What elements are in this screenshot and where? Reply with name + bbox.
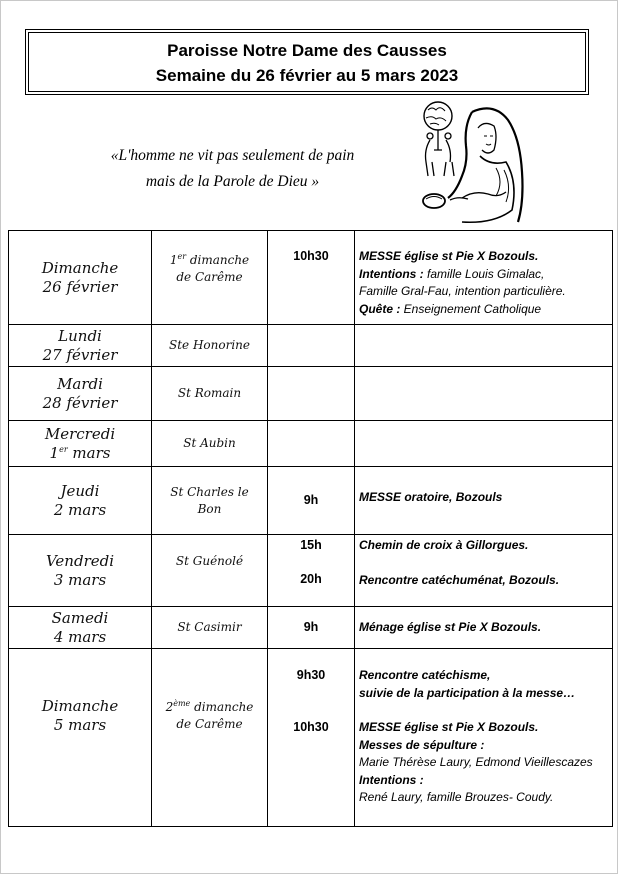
saint-cell: [152, 421, 268, 467]
time-cell: [268, 649, 355, 827]
feast-name: 1er dimanche de Carême: [169, 251, 250, 284]
saint-name: St Aubin: [183, 436, 236, 450]
event-time: 9h: [303, 620, 319, 634]
time-cell: [268, 325, 355, 367]
day-cell: [9, 421, 152, 467]
feast-name: 2ème dimanche de Carême: [165, 699, 254, 731]
event-cell: [355, 649, 613, 827]
mass-time: 9h: [303, 493, 319, 507]
event-line: Rencontre catéchuménat, Bozouls.: [359, 572, 560, 587]
time-cell: [268, 421, 355, 467]
event-line: René Laury, famille Brouzes- Coudy.: [359, 790, 554, 804]
event-line: Chemin de croix à Gillorgues.: [359, 538, 529, 552]
time-cell: [268, 535, 355, 607]
table-row: [9, 325, 613, 367]
day-cell: [9, 607, 152, 649]
madonna-illustration-icon: [410, 98, 530, 228]
weekly-schedule-table: [8, 230, 613, 827]
week-title: Semaine du 26 février au 5 mars 2023: [155, 66, 459, 85]
event-time: 15h: [300, 538, 322, 552]
day-cell: [9, 467, 152, 535]
table-row: [9, 607, 613, 649]
day-name: Mardi: [57, 374, 103, 393]
event-cell: [355, 367, 613, 421]
event-cell: [355, 325, 613, 367]
event-line: Rencontre catéchisme,: [359, 668, 491, 682]
day-date: 3 mars: [53, 570, 107, 589]
time-cell: [268, 231, 355, 325]
feast-cell: [152, 649, 268, 827]
day-name: Samedi: [51, 608, 109, 627]
parish-title: Paroisse Notre Dame des Causses: [167, 41, 447, 60]
feast-cell: [152, 231, 268, 325]
saint-name: St Romain: [177, 386, 242, 400]
time-cell: [268, 607, 355, 649]
mass-time: 10h30: [293, 249, 329, 263]
event-line: Intentions : famille Louis Gimalac,: [359, 266, 545, 281]
event-line: Intentions :: [359, 772, 424, 787]
event-cell: [355, 421, 613, 467]
table-row: [9, 467, 613, 535]
quote-line-2: mais de la Parole de Dieu »: [145, 173, 320, 190]
saint-name: Ste Honorine: [168, 338, 250, 352]
saint-cell: [152, 367, 268, 421]
day-date: 5 mars: [53, 716, 107, 734]
day-date: 4 mars: [53, 627, 107, 646]
table-row: [9, 367, 613, 421]
event-cell: [355, 467, 613, 535]
saint-name: St Charles le Bon: [170, 484, 249, 516]
event-line: Quête : Enseignement Catholique: [359, 301, 542, 316]
day-date: 2 mars: [53, 500, 107, 519]
madonna-figure-icon: [448, 108, 523, 222]
saint-name: St Guénolé: [175, 554, 244, 568]
event-line: Marie Thérèse Laury, Edmond Vieillescazes: [359, 755, 593, 769]
day-cell: [9, 367, 152, 421]
saint-cell: [152, 467, 268, 535]
event-line: Messes de sépulture :: [359, 737, 485, 752]
bread-icon: [423, 194, 468, 208]
day-date: 27 février: [42, 345, 118, 364]
event-time: 20h: [300, 572, 322, 586]
table-row: [9, 535, 613, 607]
day-date: 26 février: [42, 277, 118, 296]
saint-cell: [152, 325, 268, 367]
table-row: [9, 231, 613, 325]
tree-icon: [424, 102, 454, 176]
day-cell: [9, 231, 152, 325]
day-cell: [9, 649, 152, 827]
event-line: Famille Gral-Fau, intention particulière.: [359, 284, 566, 298]
event-line: suivie de la participation à la messe…: [359, 685, 576, 700]
event-line: MESSE église st Pie X Bozouls.: [359, 720, 539, 734]
day-date: 1er mars: [49, 443, 111, 462]
day-name: Vendredi: [45, 551, 115, 570]
day-name: Mercredi: [44, 424, 116, 443]
saint-cell: [152, 535, 268, 607]
event-time: 10h30: [293, 720, 329, 734]
event-cell: [355, 535, 613, 607]
table-row: [9, 421, 613, 467]
saint-name: St Casimir: [177, 620, 242, 634]
day-cell: [9, 535, 152, 607]
table-row: [9, 649, 613, 827]
day-name: Dimanche: [41, 697, 119, 715]
event-cell: [355, 231, 613, 325]
event-cell: [355, 607, 613, 649]
time-cell: [268, 367, 355, 421]
day-name: Jeudi: [60, 481, 100, 500]
day-date: 28 février: [42, 393, 118, 412]
quote-line-1: «L'homme ne vit pas seulement de pain: [110, 147, 355, 164]
day-name: Dimanche: [41, 258, 119, 277]
event-time: 9h30: [296, 668, 326, 682]
day-name: Lundi: [58, 326, 102, 345]
quote: [60, 143, 405, 195]
day-cell: [9, 325, 152, 367]
saint-cell: [152, 607, 268, 649]
title-box: [28, 32, 586, 92]
event-line: MESSE église st Pie X Bozouls.: [359, 249, 539, 263]
time-cell: [268, 467, 355, 535]
event-line: MESSE oratoire, Bozouls: [359, 489, 503, 504]
event-line: Ménage église st Pie X Bozouls.: [359, 620, 542, 634]
